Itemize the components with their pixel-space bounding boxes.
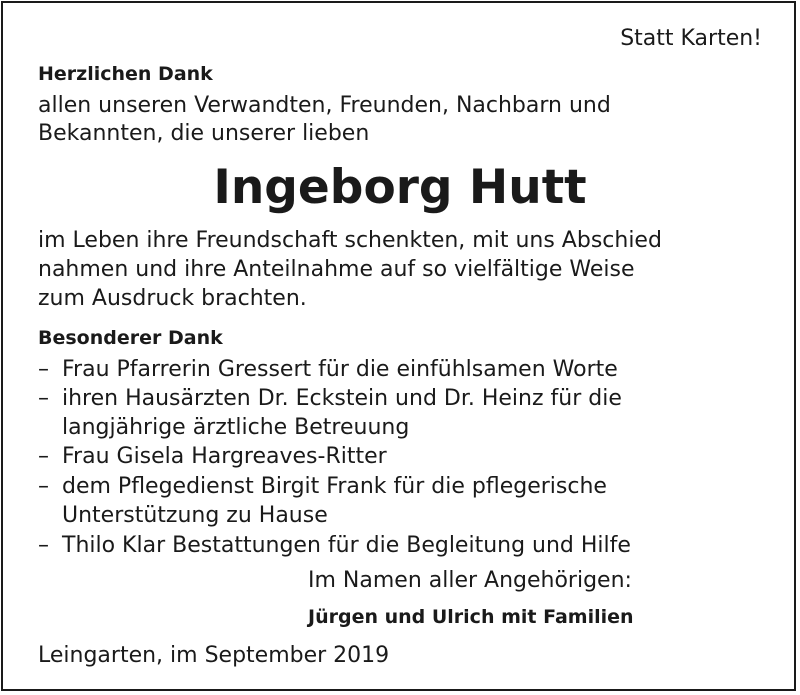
special-thanks-heading: Besonderer Dank <box>38 327 223 349</box>
thanks-item-care-service: dem Pflegedienst Birgit Frank für die pflegerische <box>62 474 607 499</box>
body-line-3: zum Ausdruck brachten. <box>38 286 307 311</box>
list-dash: – <box>38 444 49 469</box>
body-line-2: nahmen und ihre Anteilnahme auf so vielfältige Weise <box>38 257 635 282</box>
list-dash: – <box>38 474 49 499</box>
thanks-item-doctors: ihren Hausärzten Dr. Eckstein und Dr. Heinz für die <box>62 386 622 411</box>
thanks-heading: Herzlichen Dank <box>38 63 213 85</box>
list-dash: – <box>38 533 49 558</box>
thanks-item-doctors-cont: langjährige ärztliche Betreuung <box>62 415 410 440</box>
body-line-1: im Leben ihre Freundschaft schenkten, mit uns Abschied <box>38 228 662 253</box>
thanks-item-pastor: Frau Pfarrerin Gressert für die einfühlsamen Worte <box>62 357 618 382</box>
signatories: Jürgen und Ulrich mit Familien <box>308 606 634 628</box>
thanks-item-care-service-cont: Unterstützung zu Hause <box>62 503 328 528</box>
thanks-item-funeral: Thilo Klar Bestattungen für die Begleitung und Hilfe <box>62 533 631 558</box>
statt-karten-note: Statt Karten! <box>620 26 762 51</box>
intro-line-2: Bekannten, die unserer lieben <box>38 121 370 146</box>
intro-line-1: allen unseren Verwandten, Freunden, Nachbarn und <box>38 93 611 118</box>
list-dash: – <box>38 386 49 411</box>
deceased-name: Ingeborg Hutt <box>213 160 587 215</box>
signoff-line: Im Namen aller Angehörigen: <box>308 568 632 593</box>
list-dash: – <box>38 357 49 382</box>
place-date: Leingarten, im September 2019 <box>38 643 390 668</box>
thanks-item-gisela: Frau Gisela Hargreaves-Ritter <box>62 444 387 469</box>
